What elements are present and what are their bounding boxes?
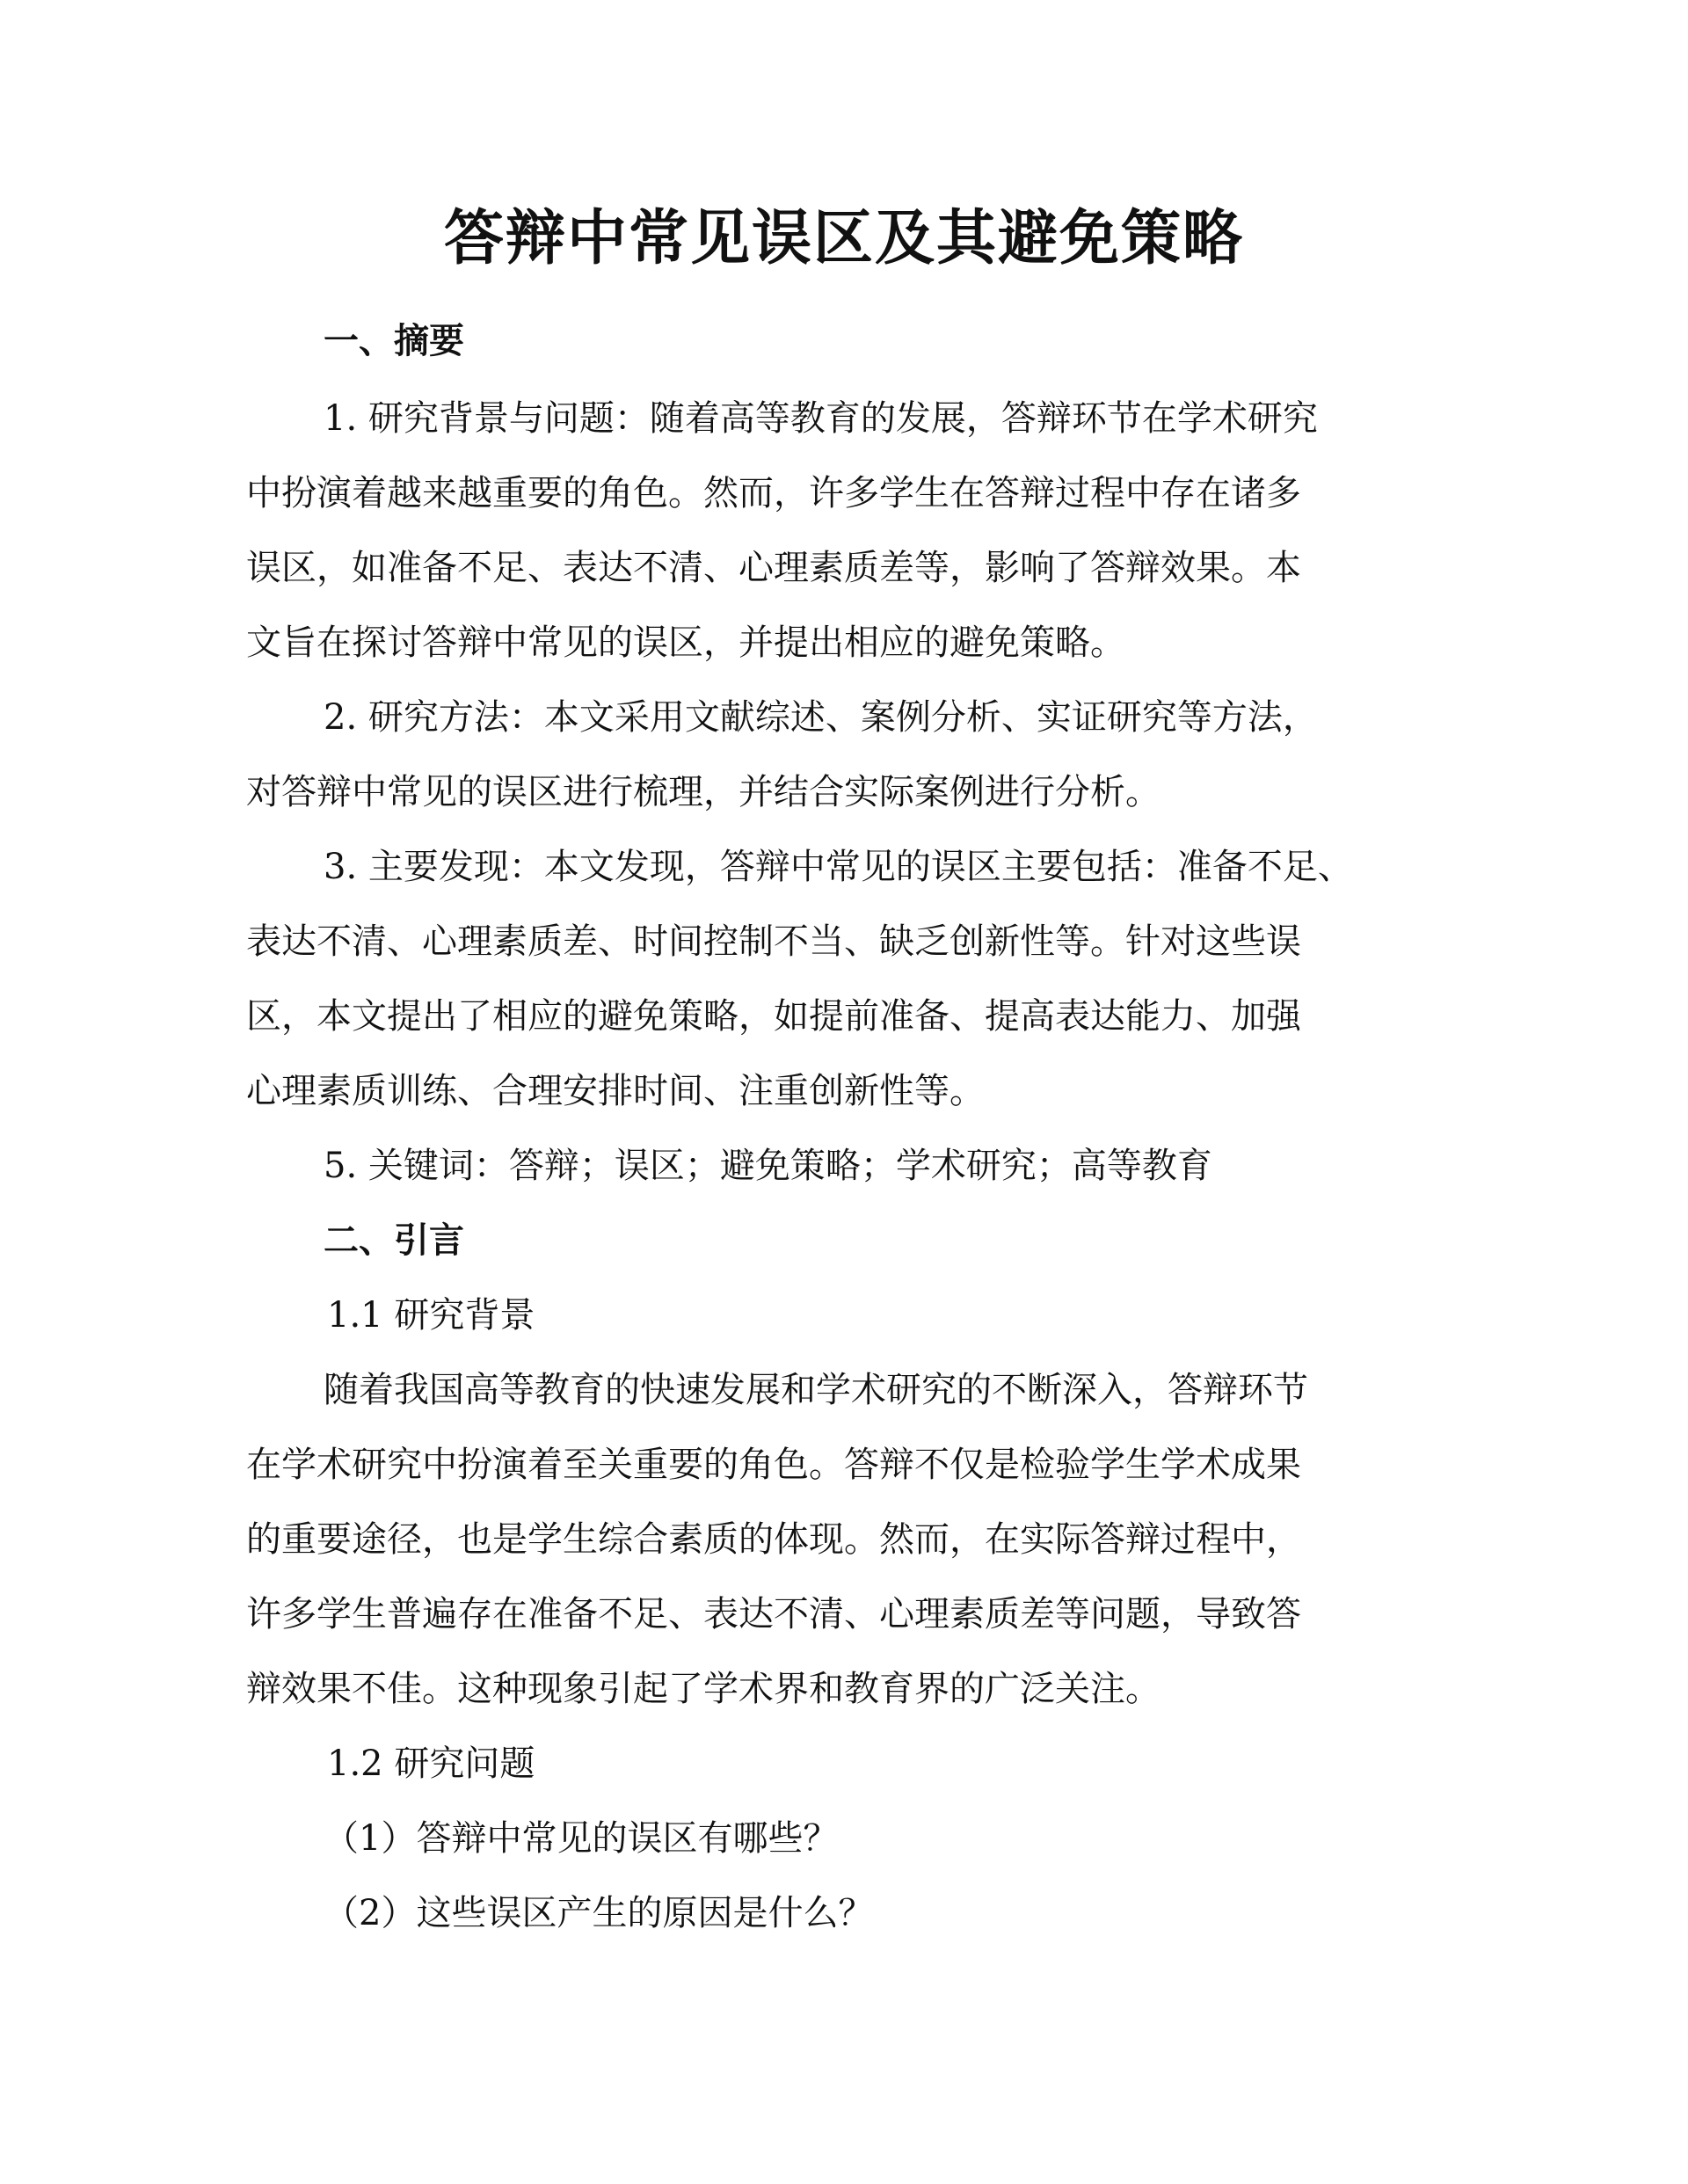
abstract-para2-line1: 2. 研究方法：本文采用文献综述、案例分析、实证研究等方法，	[324, 697, 1318, 738]
subsection-title-questions: 1.2 研究问题	[327, 1744, 535, 1784]
abstract-para1-line3: 误区，如准备不足、表达不清、心理素质差等，影响了答辩效果。本	[246, 548, 1301, 588]
background-para-line1: 随着我国高等教育的快速发展和学术研究的不断深入，答辩环节	[324, 1370, 1308, 1410]
background-para-line3: 的重要途径，也是学生综合素质的体现。然而，在实际答辩过程中，	[246, 1519, 1301, 1560]
abstract-para2-line2: 对答辩中常见的误区进行梳理，并结合实际案例进行分析。	[246, 772, 1160, 812]
abstract-para3-line4: 心理素质训练、合理安排时间、注重创新性等。	[246, 1071, 985, 1111]
abstract-para3-line2: 表达不清、心理素质差、时间控制不当、缺乏创新性等。针对这些误	[246, 921, 1301, 962]
background-para-line5: 辩效果不佳。这种现象引起了学术界和教育界的广泛关注。	[246, 1669, 1160, 1709]
research-question-2: （2）这些误区产生的原因是什么？	[324, 1893, 874, 1933]
research-question-1: （1）答辩中常见的误区有哪些？	[324, 1818, 839, 1859]
abstract-keywords: 5. 关键词：答辩；误区；避免策略；学术研究；高等教育	[324, 1146, 1212, 1186]
section-heading-introduction: 二、引言	[324, 1219, 464, 1261]
background-para-line4: 许多学生普遍存在准备不足、表达不清、心理素质差等问题，导致答	[246, 1594, 1301, 1634]
abstract-para1-line2: 中扮演着越来越重要的角色。然而，许多学生在答辩过程中存在诸多	[246, 473, 1301, 513]
abstract-para3-line1: 3. 主要发现：本文发现，答辩中常见的误区主要包括：准备不足、	[324, 847, 1353, 887]
document-title: 答辩中常见误区及其避免策略	[443, 203, 1244, 273]
abstract-para1-line4: 文旨在探讨答辩中常见的误区，并提出相应的避免策略。	[246, 622, 1125, 663]
subsection-title-background: 1.1 研究背景	[327, 1295, 535, 1336]
background-para-line2: 在学术研究中扮演着至关重要的角色。答辩不仅是检验学生学术成果	[246, 1445, 1301, 1485]
abstract-para3-line3: 区，本文提出了相应的避免策略，如提前准备、提高表达能力、加强	[246, 996, 1301, 1037]
abstract-para1-line1: 1. 研究背景与问题：随着高等教育的发展，答辩环节在学术研究	[324, 398, 1318, 439]
section-heading-abstract: 一、摘要	[324, 320, 464, 361]
